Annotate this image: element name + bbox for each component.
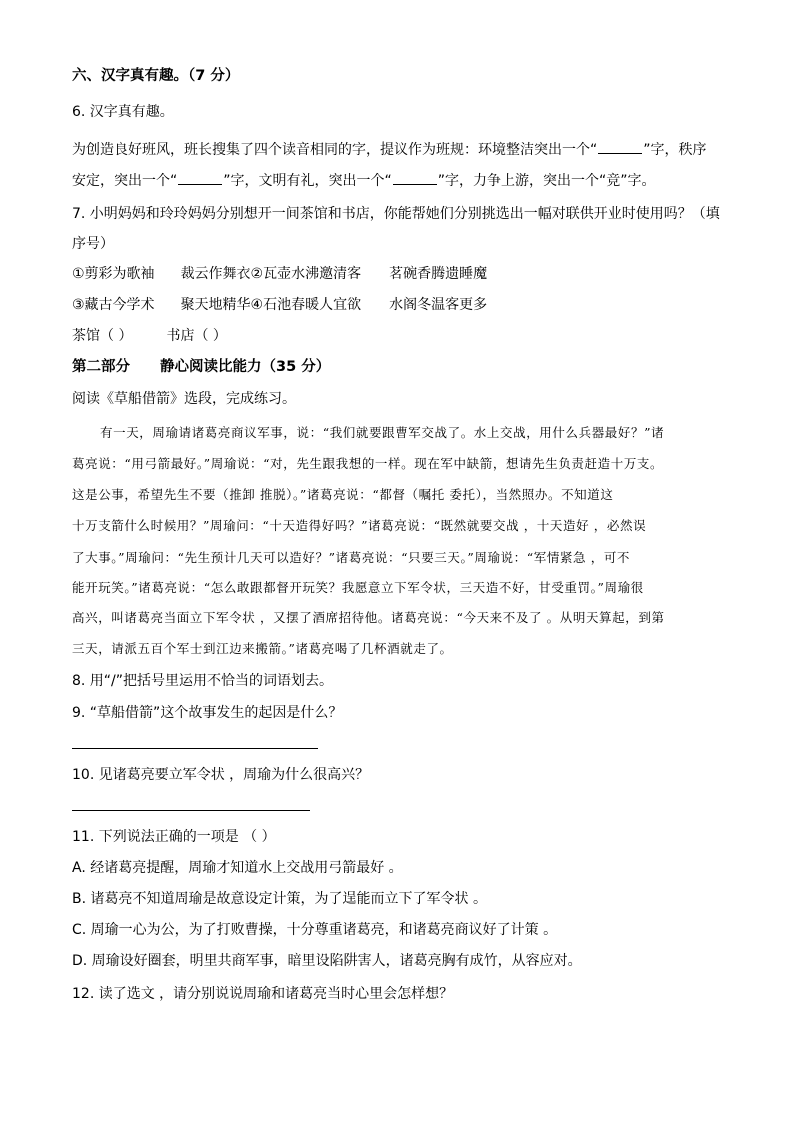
q6-text-line-2 [72,172,656,190]
question-10: 10. 见诸葛亮要立军令状 ，周瑜为什么很高兴？ [72,767,370,783]
option-a: A. 经诸葛亮提醒，周瑜才知道水上交战用弓箭最好 。 [72,860,403,876]
passage-line: 葛亮说：“用弓箭最好。”周瑜说：“对，先生跟我想的一样。现在军中缺箭，想请先生负责赶造十万支。 [72,456,664,471]
q7-answer-row [72,327,227,345]
passage-line: 这是公事，希望先生不要（推卸 推脱）。”诸葛亮说：“都督（嘱托 委托），当然照办。不知道这 [72,487,614,502]
blank-3[interactable] [393,172,437,185]
reading-intro: 阅读《草船借箭》选段，完成练习。 [72,391,296,407]
q6-text-part: ”字，力争上游，突出一个“竞”字。 [437,173,656,189]
q10-answer-line[interactable] [72,810,310,811]
q6-text-line-1 [72,141,707,159]
passage-line: 高兴，叫诸葛亮当面立下军令状 ，又摆了酒席招待他。诸葛亮说：“今天来不及了 。从明天算起，到第 [72,610,665,625]
section-six-title: 六、汉字真有趣。（7 分） [72,68,240,84]
couplet-text: 聚天地精华④石池春暖人宜欲 [180,297,362,313]
blank-2[interactable] [178,172,222,185]
option-c: C. 周瑜一心为公，为了打败曹操，十分尊重诸葛亮，和诸葛亮商议好了计策 。 [72,922,558,938]
q6-text-part: 为创造良好班风，班长搜集了四个读音相同的字，提议作为班规：环境整洁突出一个“ [72,142,598,158]
passage-line: 三天，请派五百个军士到江边来搬箭。”诸葛亮喝了几杯酒就走了。 [72,641,453,656]
q6-text-part: ”字，秩序 [643,142,707,158]
bookstore-answer[interactable]: 书店（ ） [166,328,227,344]
blank-1[interactable] [598,141,642,154]
part-two-title [72,358,330,376]
q9-answer-line[interactable] [72,748,318,749]
passage-line: 十万支箭什么时候用？”周瑜问：“十天造得好吗？”诸葛亮说：“既然就要交战 ，十天造好 ，必然误 [72,518,647,533]
couplet-text: ③藏古今学术 [72,297,155,313]
passage-line: 了大事。”周瑜问：“先生预计几天可以造好？”诸葛亮说：“只要三天。”周瑜说：“军情紧急 ，可不 [72,550,631,565]
option-d: D. 周瑜设好圈套，明里共商军事，暗里设陷阱害人，诸葛亮胸有成竹，从容应对。 [72,953,582,969]
couplet-text: 茗碗香腾遗睡魔 [389,266,488,282]
couplet-options-row-2 [72,296,487,314]
couplet-text: 水阁冬温客更多 [389,297,488,313]
question-7-line-2: 序号） [72,236,114,252]
part-two-subtitle: 静心阅读比能力（35 分） [160,359,331,375]
passage-line: 有一天，周瑜请诸葛亮商议军事，说：“我们就要跟曹军交战了。水上交战，用什么兵器最好？”诸 [100,425,665,440]
teahouse-answer[interactable]: 茶馆（ ） [72,328,133,344]
question-9: 9. “草船借箭”这个故事发生的起因是什么？ [72,705,343,721]
part-two-label: 第二部分 [72,359,130,375]
q6-text-part: 安定，突出一个“ [72,173,178,189]
question-7-line-1: 7. 小明妈妈和玲玲妈妈分别想开一间茶馆和书店，你能帮她们分别挑选出一幅对联供开业时使用吗？（填 [72,206,720,222]
couplet-text: ①剪彩为歌袖 [72,266,155,282]
couplet-text: 裁云作舞衣②瓦壶水沸邀清客 [180,266,362,282]
passage-line: 能开玩笑。”诸葛亮说：“怎么敢跟都督开玩笑？我愿意立下军令状，三天造不好，甘受重罚。”周瑜很 [72,580,644,595]
q6-text-part: ”字，文明有礼，突出一个“ [223,173,392,189]
question-12: 12. 读了选文 ，请分别说说周瑜和诸葛亮当时心里会怎样想？ [72,986,454,1002]
question-8: 8. 用“/”把括号里运用不恰当的词语划去。 [72,673,334,689]
question-6: 6. 汉字真有趣。 [72,104,174,120]
couplet-options-row-1 [72,265,487,283]
option-b: B. 诸葛亮不知道周瑜是故意设定计策，为了逞能而立下了军令状 。 [72,891,487,907]
question-11: 11. 下列说法正确的一项是 （ ） [72,829,276,845]
